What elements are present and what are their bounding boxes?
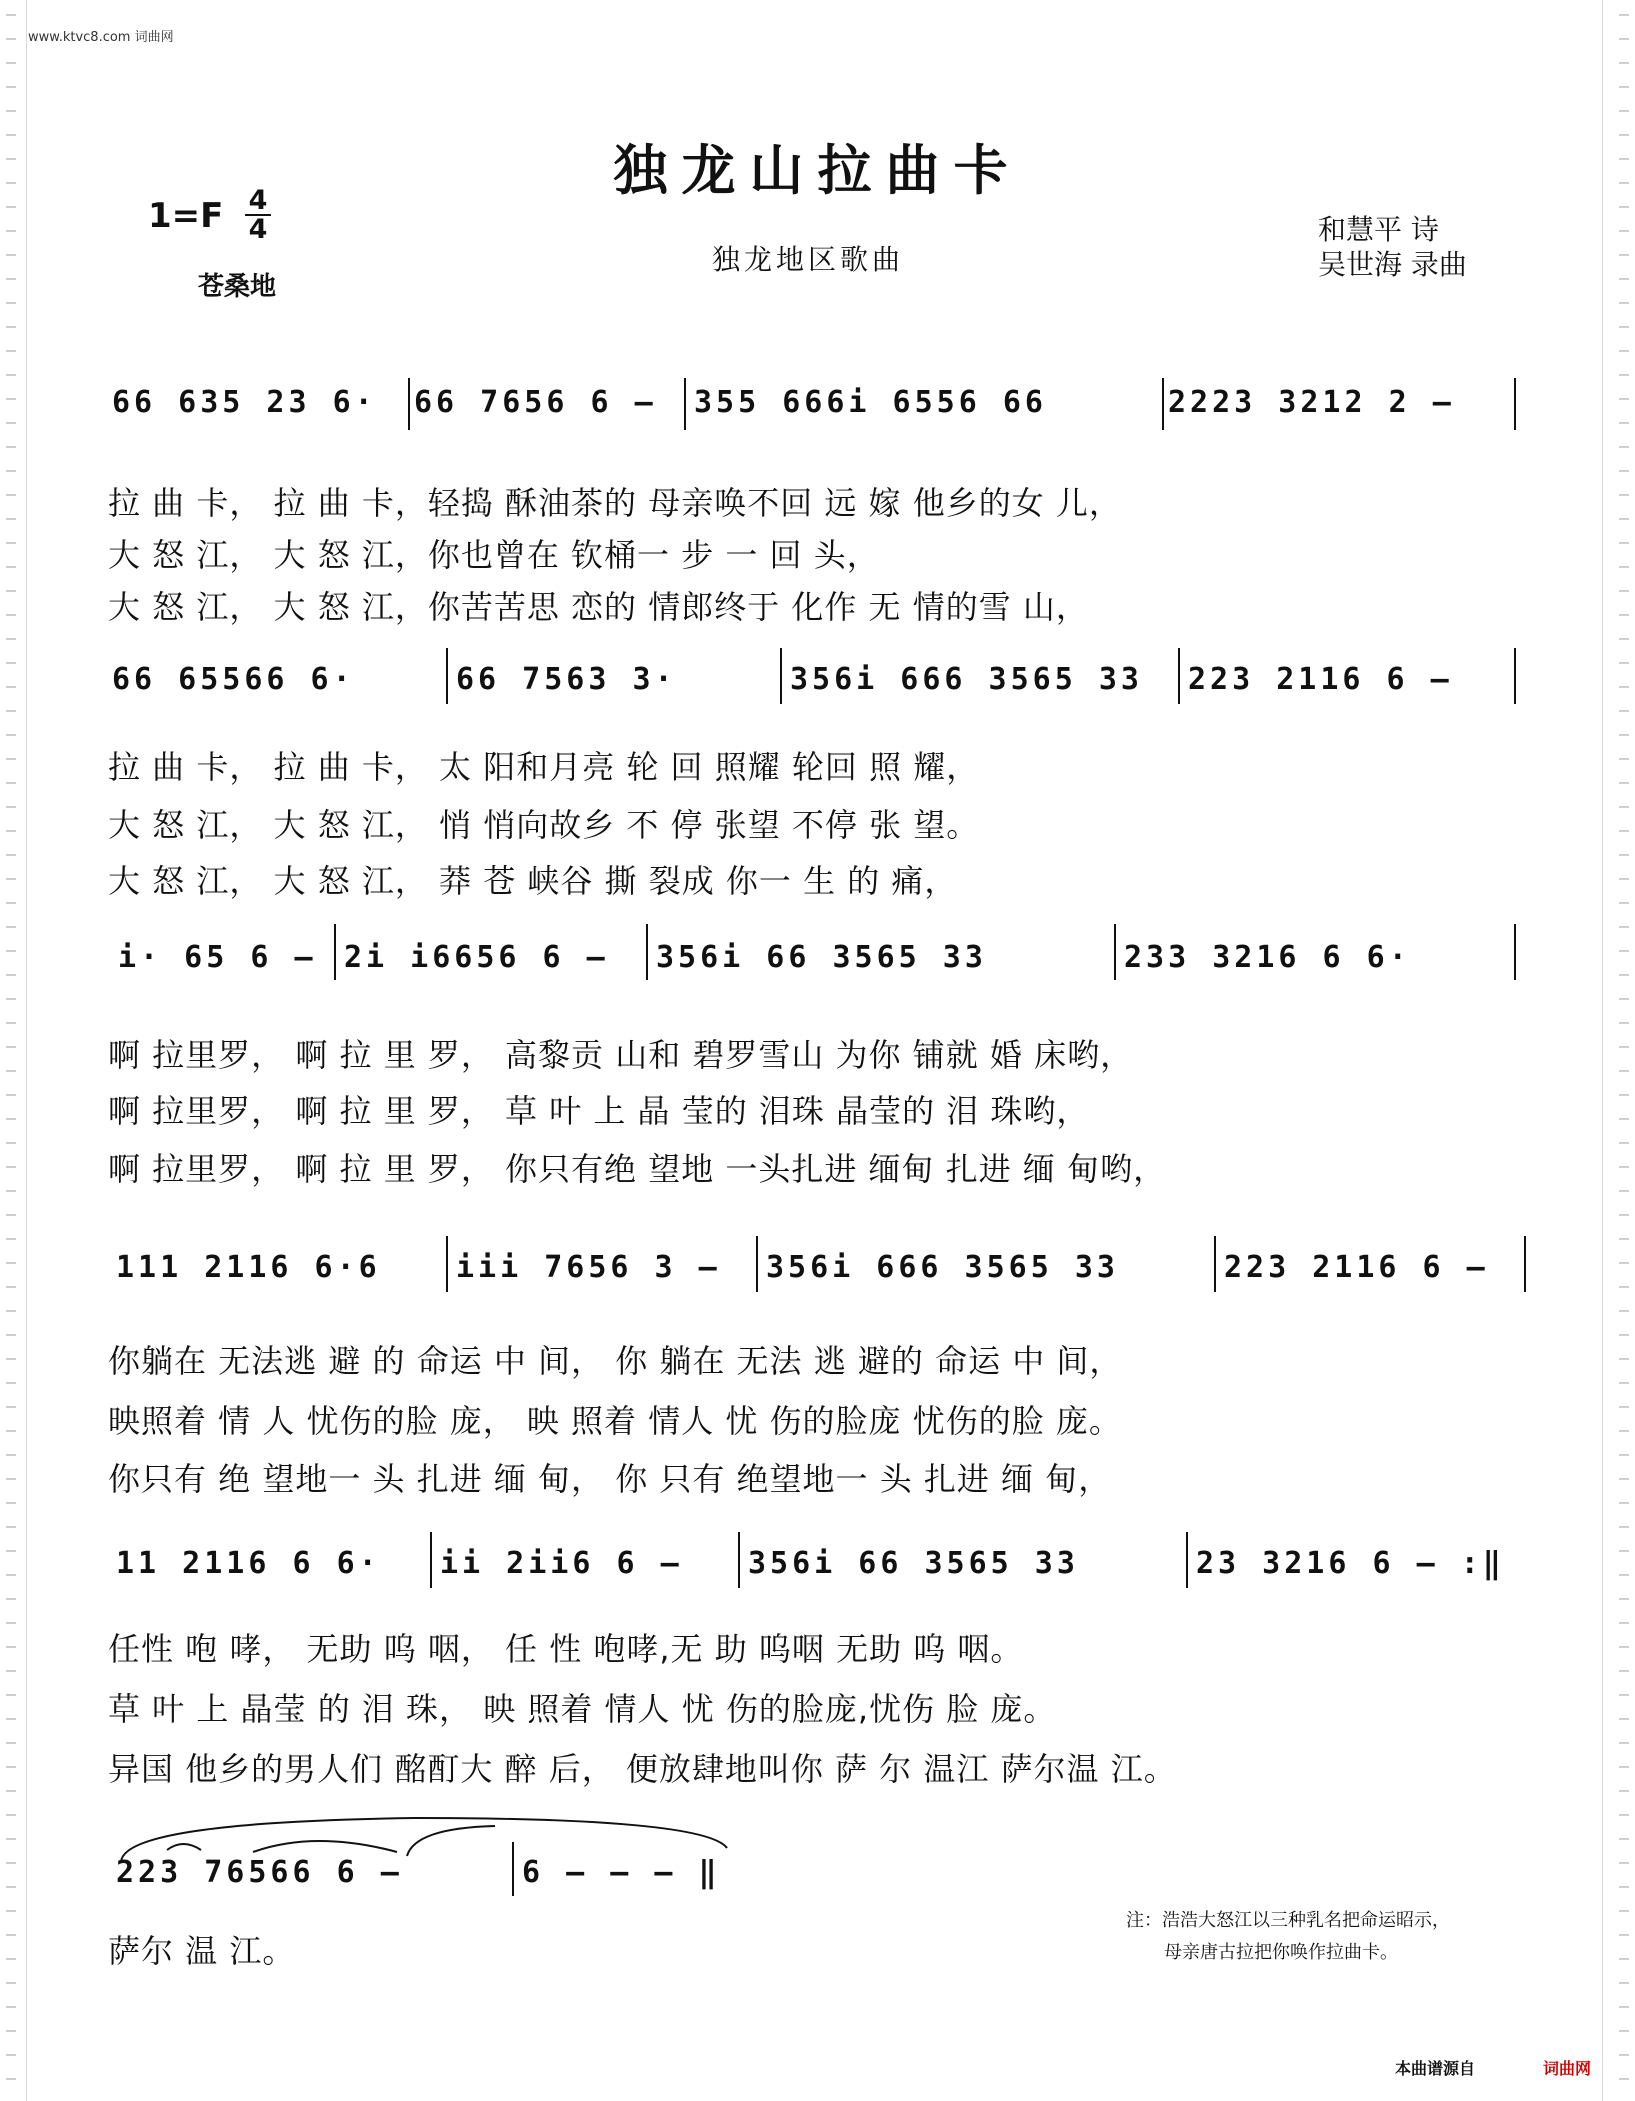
barline — [1178, 648, 1180, 704]
left-margin-watermark — [6, 0, 16, 2101]
barline — [1514, 648, 1516, 704]
measure: 223 2116 6 – — [1188, 662, 1453, 697]
site-header: www.ktvc8.com 词曲网 — [28, 30, 174, 45]
lyric-line: 任性 咆 哮， 无助 呜 咽， 任 性 咆哮,无 助 呜咽 无助 呜 咽。 — [108, 1630, 1024, 1668]
barline — [408, 378, 410, 430]
measure: 66 65566 6· — [112, 662, 355, 697]
measure: 356i 666 3565 33 — [790, 662, 1143, 697]
barline — [512, 1842, 514, 1896]
measure: 6 – – – ‖ — [522, 1855, 721, 1890]
lyric-line: 大 怒 江， 大 怒 江，你也曾在 钦桶一 步 一 回 头， — [108, 536, 880, 574]
lyric-line: 拉 曲 卡， 拉 曲 卡， 太 阳和月亮 轮 回 照耀 轮回 照 耀， — [108, 748, 980, 786]
lyric-line: 萨尔 温 江。 — [108, 1932, 296, 1970]
time-sig-bottom: 4 — [248, 214, 268, 245]
barline — [446, 648, 448, 704]
barline — [1114, 924, 1116, 980]
barline — [684, 378, 686, 430]
barline — [1162, 378, 1164, 430]
measure: 233 3216 6 6· — [1124, 940, 1411, 975]
measure: 223 2116 6 – — [1224, 1250, 1489, 1285]
measure: 66 7656 6 – — [414, 385, 657, 420]
measure: 223 76566 6 – — [116, 1855, 403, 1890]
lyric-line: 啊 拉里罗， 啊 拉 里 罗， 你只有绝 望地 一头扎进 缅甸 扎进 缅 甸哟， — [108, 1150, 1167, 1188]
lyric-line: 大 怒 江， 大 怒 江，你苦苦思 恋的 情郎终于 化作 无 情的雪 山， — [108, 588, 1089, 626]
footer-source-label: 本曲谱源自 — [1395, 2059, 1476, 2078]
lyric-line: 你只有 绝 望地一 头 扎进 缅 甸， 你 只有 绝望地一 头 扎进 缅 甸， — [108, 1460, 1112, 1498]
song-title: 独龙山拉曲卡 — [613, 139, 1022, 202]
measure: 356i 66 3565 33 — [656, 940, 987, 975]
time-sig-top: 4 — [245, 187, 271, 216]
barline — [430, 1532, 432, 1588]
footer-site-link[interactable]: 词曲网 — [1543, 2059, 1592, 2078]
lyric-line: 草 叶 上 晶莹 的 泪 珠， 映 照着 情人 忧 伤的脸庞,忧伤 脸 庞。 — [108, 1690, 1057, 1728]
barline — [756, 1236, 758, 1292]
barline — [1186, 1532, 1188, 1588]
barline — [1214, 1236, 1216, 1292]
barline — [780, 648, 782, 704]
lyric-line: 你躺在 无法逃 避 的 命运 中 间， 你 躺在 无法 逃 避的 命运 中 间， — [108, 1342, 1123, 1380]
lyric-line: 啊 拉里罗， 啊 拉 里 罗， 高黎贡 山和 碧罗雪山 为你 铺就 婚 床哟， — [108, 1036, 1134, 1074]
barline — [334, 924, 336, 980]
measure: ii 2ii6 6 – — [440, 1546, 683, 1581]
lyricist-credit: 和慧平 诗 — [1318, 213, 1439, 246]
measure: 66 635 23 6· — [112, 385, 377, 420]
measure: 23 3216 6 – :‖ — [1196, 1546, 1505, 1581]
barline — [1514, 924, 1516, 980]
measure: 111 2116 6·6 — [116, 1250, 381, 1285]
measure: 2223 3212 2 – — [1168, 385, 1455, 420]
lyric-line: 啊 拉里罗， 啊 拉 里 罗， 草 叶 上 晶 莹的 泪珠 晶莹的 泪 珠哟， — [108, 1092, 1090, 1130]
lyric-line: 大 怒 江， 大 怒 江， 莽 苍 峡谷 撕 裂成 你一 生 的 痛， — [108, 862, 958, 900]
lyric-line: 映照着 情 人 忧伤的脸 庞， 映 照着 情人 忧 伤的脸庞 忧伤的脸 庞。 — [108, 1402, 1122, 1440]
measure: iii 7656 3 – — [456, 1250, 721, 1285]
lyric-line: 异国 他乡的男人们 酩酊大 醉 后， 便放肆地叫你 萨 尔 温江 萨尔温 江。 — [108, 1750, 1177, 1788]
key-signature: 1=F — [148, 196, 224, 236]
lyric-line: 大 怒 江， 大 怒 江， 悄 悄向故乡 不 停 张望 不停 张 望。 — [108, 806, 980, 844]
left-page-edge — [26, 0, 27, 2101]
right-margin-watermark — [1619, 0, 1629, 2101]
barline — [738, 1532, 740, 1588]
barline — [1514, 378, 1516, 430]
barline — [646, 924, 648, 980]
measure: i· 65 6 – — [118, 940, 317, 975]
footnote-line: 注：浩浩大怒江以三种乳名把命运昭示， — [1126, 1910, 1450, 1931]
subtitle: 独龙地区歌曲 — [712, 243, 905, 276]
origin-label: 苍桑地 — [198, 272, 277, 302]
measure: 66 7563 3· — [456, 662, 677, 697]
measure: 2i i6656 6 – — [344, 940, 609, 975]
composer-credit: 吴世海 录曲 — [1318, 248, 1467, 281]
lyric-line: 拉 曲 卡， 拉 曲 卡，轻捣 酥油茶的 母亲唤不回 远 嫁 他乡的女 儿， — [108, 484, 1122, 522]
time-signature — [245, 187, 271, 243]
measure: 356i 66 3565 33 — [748, 1546, 1079, 1581]
barline — [1524, 1236, 1526, 1292]
barline — [446, 1236, 448, 1292]
footnote-line: 母亲唐古拉把你唤作拉曲卡。 — [1164, 1942, 1398, 1963]
measure: 356i 666 3565 33 — [766, 1250, 1119, 1285]
right-page-edge — [1602, 0, 1603, 2101]
measure: 11 2116 6 6· — [116, 1546, 381, 1581]
measure: 355 666i 6556 66 — [694, 385, 1047, 420]
